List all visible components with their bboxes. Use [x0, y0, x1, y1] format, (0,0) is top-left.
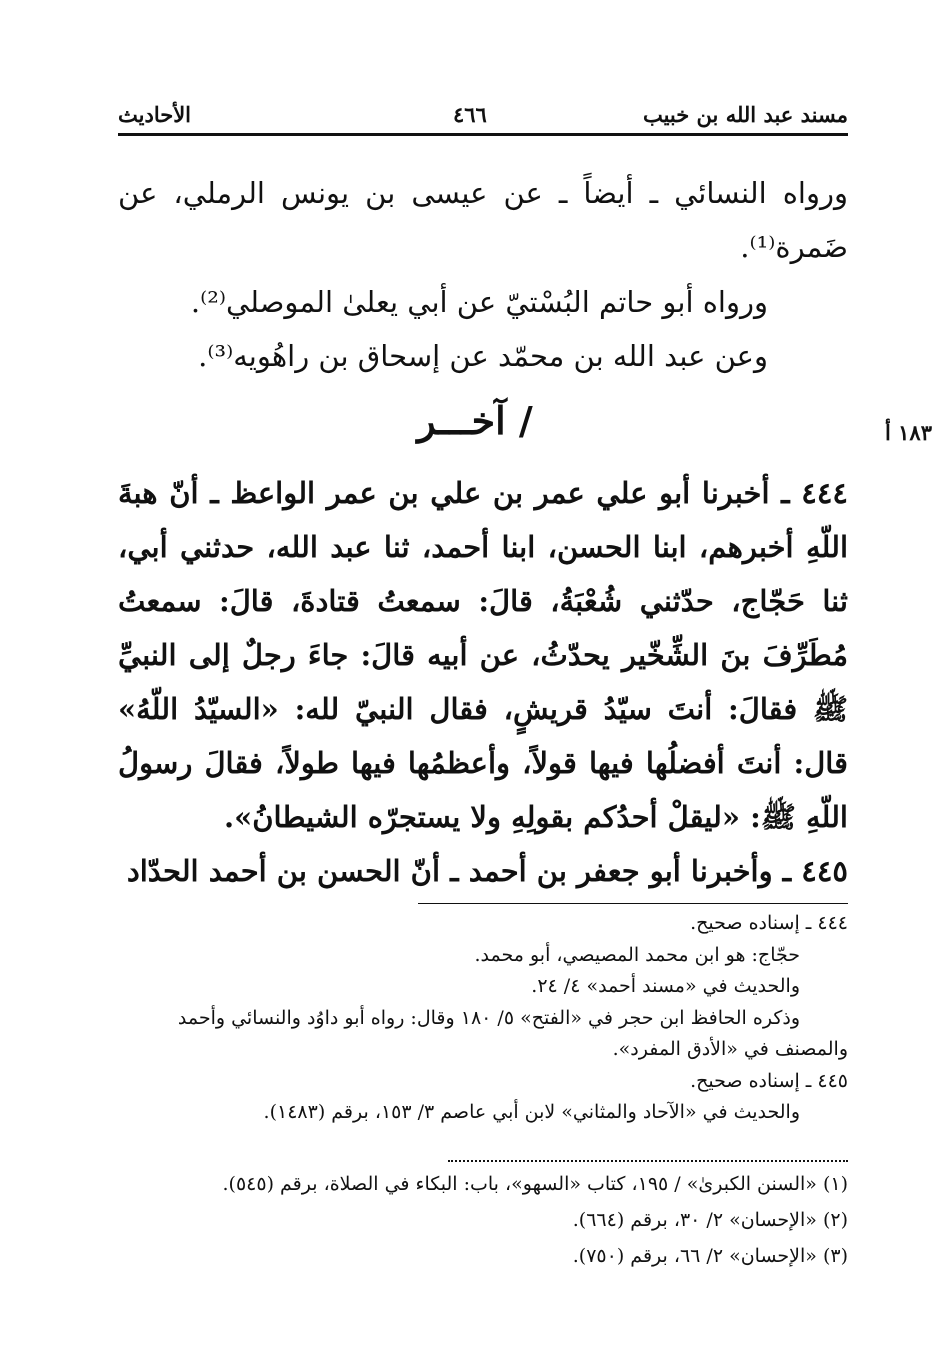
commentary-divider — [418, 903, 848, 904]
commentary-section — [118, 908, 848, 1129]
footnote: (٢) «الإحسان» ٢/ ٣٠، برقم (٦٦٤). — [572, 1209, 848, 1231]
section-title: الأحاديث — [118, 102, 192, 127]
running-title: مسند عبد الله بن خبيب — [642, 102, 848, 127]
footnote-divider — [448, 1160, 848, 1162]
commentary-line: والحديث في «مسند أحمد» ٤/ ٢٤. — [531, 975, 800, 997]
section-heading: / آخـــر — [417, 398, 533, 443]
paragraph-busti: ورواه أبو حاتم البُسْتيّ عن أبي يعلىٰ الموصلي⁽²⁾. — [190, 285, 768, 319]
manuscript-folio-note: ١٨٣ أ — [885, 420, 932, 445]
commentary-line: حجّاج: هو ابن محمد المصيصي، أبو محمد. — [474, 943, 800, 966]
commentary-line: والمصنف في «الأدق المفرد». — [612, 1038, 848, 1060]
page-number: ٤٦٦ — [453, 102, 487, 127]
commentary-line: والحديث في «الآحاد والمثاني» لابن أبي عاصم ٣/ ١٥٣، برقم (١٤٨٣). — [263, 1101, 800, 1123]
hadith-445: ٤٤٥ ـ وأخبرنا أبو جعفر بن أحمد ـ أنّ الحسن بن أحمد الحدّاد — [126, 854, 848, 888]
paragraph-rahuyah: وعن عبد الله بن محمّد عن إسحاق بن راهُويه⁽³⁾. — [198, 339, 768, 373]
header-rule — [118, 133, 848, 136]
hadith-444: ٤٤٤ ـ أخبرنا أبو علي عمر بن علي بن عمر الواعظ ـ أنّ هبةَ اللّهِ أخبرهم، ابنا الحسن، ابنا أحمد، ثنا عبد الله، حدثني أبي، ثنا حَجّاج، حدّثني شُعْبَةُ، قالَ: سمعتُ قتادةَ، قالَ: سمعتُ مُطَرِّفَ بنَ الشِّخّير يحدّثُ، عن أبيه قالَ: جاءَ رجلٌ إلى النبيِّ ﷺ فقالَ: أنتَ سيّدُ قريشٍ، فقال النبيّ لله: «السيّدُ اللّهُ» قال: أنتَ أفضلُها فيها قولاً، وأعظمُها فيها طولاً، فقالَ رسولُ اللّهِ ﷺ: «ليقلْ أحدُكم بقولِهِ ولا يستجرّه الشيطانُ». — [118, 476, 848, 834]
commentary-line: ٤٤٥ ـ إسناده صحيح. — [690, 1069, 848, 1092]
footnote: (١) «السنن الكبرىٰ» / ١٩٥، كتاب «السهو»، باب: البكاء في الصلاة، برقم (٥٤٥). — [222, 1173, 848, 1195]
commentary-line: وذكره الحافظ ابن حجر في «الفتح» ٥/ ١٨٠ وقال: رواه أبو داوُد والنسائي وأحمد — [177, 1006, 800, 1029]
footnote: (٣) «الإحسان» ٢/ ٦٦، برقم (٧٥٠). — [572, 1245, 848, 1267]
commentary-line: ٤٤٤ ـ إسناده صحيح. — [690, 912, 848, 934]
paragraph-nasai: ورواه النسائي ـ أيضاً ـ عن عيسى بن يونس الرملي، عن ضَمرة⁽¹⁾. — [118, 176, 848, 264]
footnotes-section — [118, 1166, 848, 1274]
page-header — [118, 96, 848, 130]
